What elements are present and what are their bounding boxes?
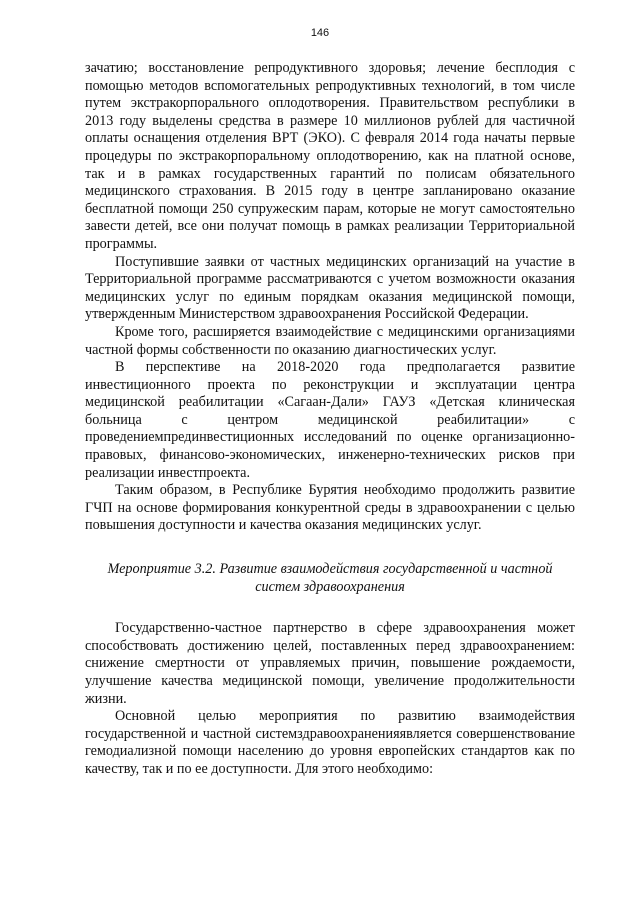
paragraph: Основной целью мероприятия по развитию взаимодействия государственной и частной системздравоохраненияявляется совершенствование гемодиализной помощи населению до уровня европейских стандартов как по качеству, так и по ее доступности. Для этого необходимо: xyxy=(85,708,575,777)
body-text xyxy=(85,60,575,779)
paragraph: Кроме того, расширяется взаимодействие с медицинскими организациями частной формы собственности по оказанию диагностических услуг. xyxy=(85,323,575,358)
paragraph: Таким образом, в Республике Бурятия необходимо продолжить развитие ГЧП на основе формирования конкурентной среды в здравоохранении с целью повышения доступности и качества оказания медицинских услуг. xyxy=(85,482,575,534)
page-number: 146 xyxy=(310,27,330,39)
paragraph: В перспективе на 2018-2020 года предполагается развитие инвестиционного проекта по реконструкции и эксплуатации центра медицинской реабилитации «Сагаан-Дали» ГАУЗ «Детская клиническая больница с центром медицинской реабилитации» с проведениемпрединвестиционных исследований по оценке организационно-правовых, финансово-экономических, инженерно-технических рисков при реализации инвестпроекта. xyxy=(85,359,575,481)
paragraph: Поступившие заявки от частных медицинских организаций на участие в Территориальной программе рассматриваются с учетом возможности оказания медицинских услуг по единым порядкам оказания медицинской помощи, утвержденным Министерством здравоохранения Российской Федерации. xyxy=(85,253,575,323)
paragraph: зачатию; восстановление репродуктивного здоровья; лечение бесплодия с помощью методов вспомогательных репродуктивных технологий, в том числе путем экстракорпорального оплодотворения. Правительством республики в 2013 году выделены средства в размере 10 миллионов рублей для частичной оплаты оснащения отделения ВРТ (ЭКО). С февраля 2014 года начаты первые процедуры по экстракорпоральному оплодотворению, как на платной основе, так и в рамках государственных гарантий по полисам обязательного медицинского страхования. В 2015 году в центре запланировано оказание бесплатной помощи 250 супружеским парам, которые не могут самостоятельно завести детей, все они получат помощь в рамках реализации Территориальной программы. xyxy=(85,60,575,252)
paragraph: Государственно-частное партнерство в сфере здравоохранения может способствовать достижению целей, поставленных перед здравоохранением: снижение смертности от управляемых причин, повышение рождаемости, улучшение качества медицинской помощи, увеличение продолжительности жизни. xyxy=(85,620,575,707)
section-heading: Мероприятие 3.2. Развитие взаимодействия государственной и частной систем здравоохранения xyxy=(107,561,553,595)
